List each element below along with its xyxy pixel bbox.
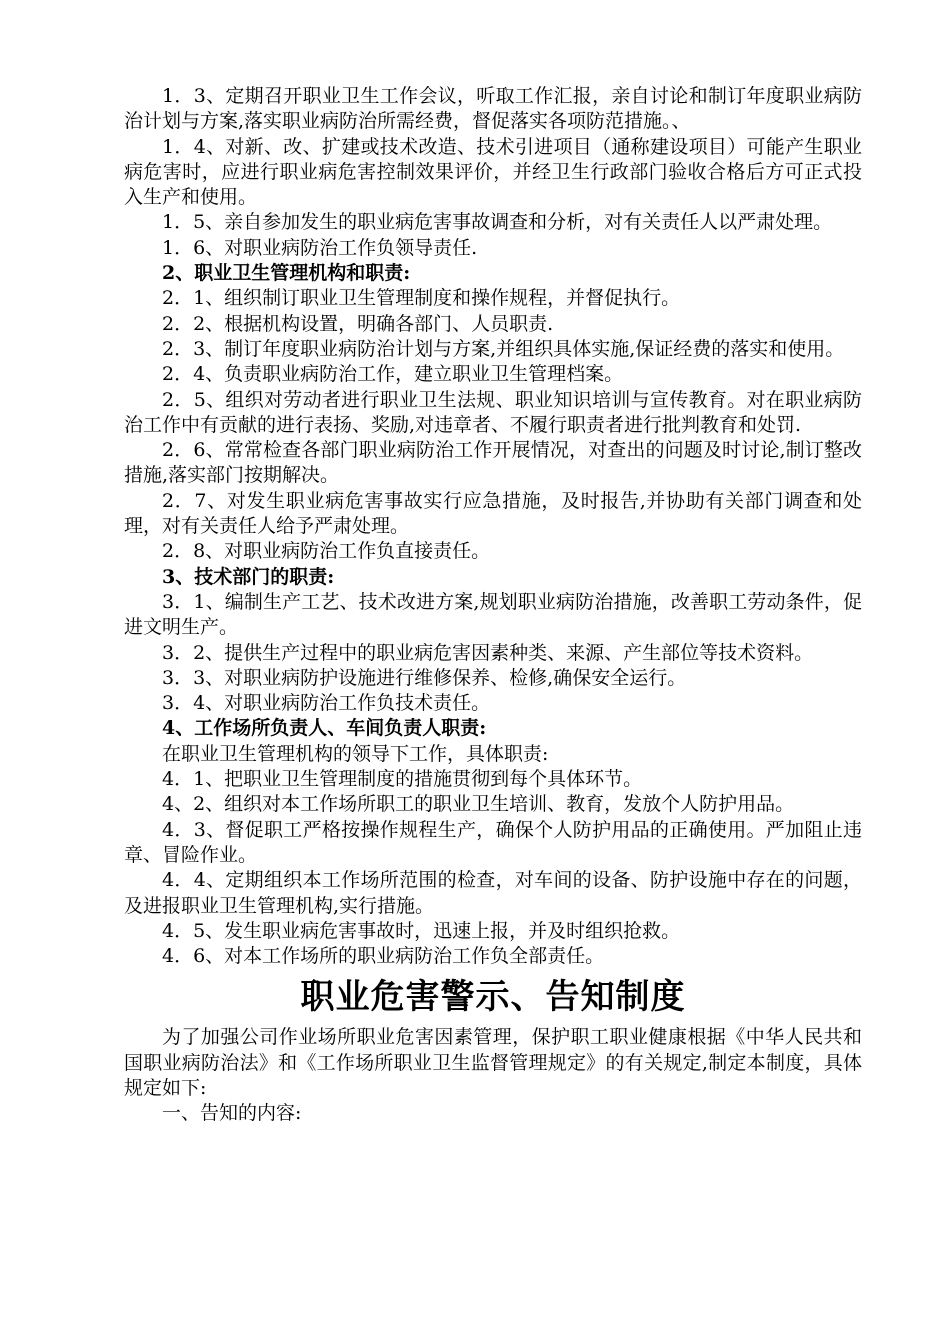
item-4-1: 4．1、把职业卫生管理制度的措施贯彻到每个具体环节。: [162, 768, 643, 791]
item-2-2: 2．2、根据机构设置，明确各部门、人员职责.: [162, 312, 554, 335]
item-2-1: 2．1、组织制订职业卫生管理制度和操作规程，并督促执行。: [162, 287, 681, 310]
item-2-8: 2．8、对职业病防治工作负直接责任。: [162, 540, 491, 563]
item-2-6: 2．6、常常检查各部门职业病防治工作开展情况，对查出的问题及时讨论,制订整改措施,落实部门按期解决。: [124, 439, 862, 487]
section-3-heading: 3、技术部门的职责:: [162, 565, 335, 588]
item-2-5: 2．5、组织对劳动者进行职业卫生法规、职业知识培训与宣传教育。对在职业病防治工作中有贡献的进行表扬、奖励,对违章者、不履行职责者进行批判教育和处罚.: [124, 388, 862, 436]
item-1-6: 1．6、对职业病防治工作负领导责任.: [162, 236, 478, 259]
item-1-3: 1．3、定期召开职业卫生工作会议，听取工作汇报，亲自讨论和制订年度职业病防治计划与方案,落实职业病防治所需经费，督促落实各项防范措施。、: [124, 85, 862, 133]
item-4-2: 4、2、组织对本工作场所职工的职业卫生培训、教育，发放个人防护用品。: [162, 793, 795, 816]
notice-content-heading: 一、告知的内容:: [162, 1102, 302, 1125]
item-3-4: 3．4、对职业病防治工作负技术责任。: [162, 692, 491, 715]
item-3-2: 3．2、提供生产过程中的职业病危害因素种类、来源、产生部位等技术资料。: [162, 641, 814, 664]
document-page: [124, 84, 862, 1127]
item-2-4: 2．4、负责职业病防治工作，建立职业卫生管理档案。: [162, 363, 624, 386]
item-4-4: 4．4、定期组织本工作场所范围的检查，对车间的设备、防护设施中存在的问题，及进报职业卫生管理机构,实行措施。: [124, 869, 862, 917]
item-4-6: 4．6、对本工作场所的职业病防治工作负全部责任。: [162, 945, 605, 968]
section-4-heading: 4、工作场所负责人、车间负责人职责:: [162, 717, 487, 740]
section-4-intro: 在职业卫生管理机构的领导下工作，具体职责:: [162, 742, 549, 765]
item-2-7: 2．7、对发生职业病危害事故实行应急措施，及时报告,并协助有关部门调查和处理，对有关责任人给予严肃处理。: [124, 489, 862, 538]
item-4-5: 4．5、发生职业病危害事故时，迅速上报，并及时组织抢救。: [162, 919, 681, 942]
item-2-3: 2．3、制订年度职业病防治计划与方案,并组织具体实施,保证经费的落实和使用。: [162, 337, 845, 360]
item-1-4: 1．4、对新、改、扩建或技术改造、技术引进项目（通称建设项目）可能产生职业病危害时，应进行职业病危害控制效果评价，并经卫生行政部门验收合格后方可正式投入生产和使用。: [124, 135, 862, 209]
doc-title: 职业危害警示、告知制度: [300, 977, 686, 1018]
item-1-5: 1．5、亲自参加发生的职业病危害事故调查和分析，对有关责任人以严肃处理。: [162, 211, 833, 234]
intro-paragraph: 为了加强公司作业场所职业危害因素管理，保护职工职业健康根据《中华人民共和国职业病防治法》和《工作场所职业卫生监督管理规定》的有关规定,制定本制度，具体规定如下:: [124, 1026, 862, 1099]
item-3-3: 3．3、对职业病防护设施进行维修保养、检修,确保安全运行。: [162, 666, 687, 689]
item-3-1: 3．1、编制生产工艺、技术改进方案,规划职业病防治措施，改善职工劳动条件，促进文明生产。: [124, 590, 862, 639]
section-2-heading: 2、职业卫生管理机构和职责:: [162, 262, 411, 285]
item-4-3: 4．3、督促职工严格按操作规程生产，确保个人防护用品的正确使用。严加阻止违章、冒险作业。: [124, 818, 862, 866]
